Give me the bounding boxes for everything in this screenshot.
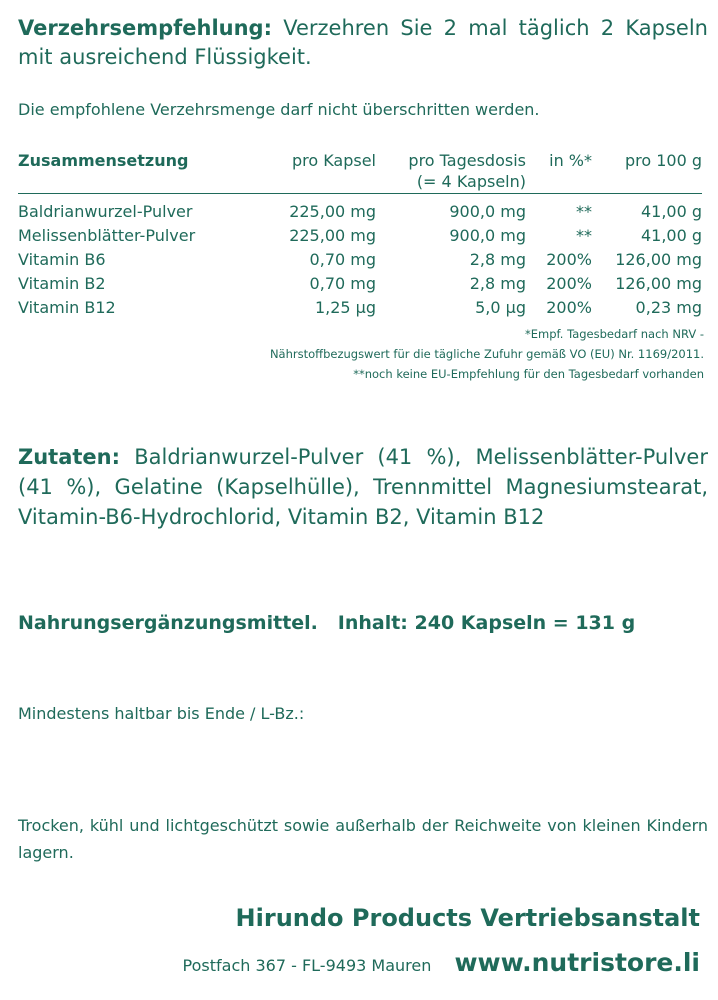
- row-per-daily-dose: 900,0 mg: [449, 226, 526, 245]
- header-per-capsule: pro Kapsel: [226, 150, 376, 194]
- supplement-category: Nahrungsergänzungsmittel.: [18, 612, 318, 634]
- row-per-capsule: 0,70 mg: [309, 274, 376, 293]
- ingredients-text: Baldrianwurzel-Pulver (41 %), Melissenblätter-Pulver (41 %), Gelatine (Kapselhülle), Trennmittel Magnesiumstearat, Vitamin-B6-Hydrochlorid, Vitamin B2, Vitamin B12: [18, 445, 708, 529]
- table-row: [18, 296, 702, 320]
- dosage-warning: Die empfohlene Verzehrsmenge darf nicht überschritten werden.: [18, 100, 540, 119]
- header-composition: Zusammensetzung: [18, 150, 226, 194]
- row-per-daily-dose: 5,0 µg: [475, 298, 526, 317]
- row-per-100g: 41,00 g: [640, 226, 702, 245]
- footnote-no-recommendation: **noch keine EU-Empfehlung für den Tagesbedarf vorhanden: [353, 367, 704, 381]
- row-name: Melissenblätter-Pulver: [18, 226, 196, 245]
- supplement-content: Inhalt: 240 Kapseln = 131 g: [337, 612, 636, 634]
- supplement-info: [18, 612, 635, 634]
- footnotes: [270, 324, 704, 384]
- row-per-100g: 41,00 g: [640, 202, 702, 221]
- row-percent: 200%: [546, 298, 592, 317]
- intake-label: Verzehrsempfehlung:: [18, 16, 272, 40]
- row-percent: **: [576, 226, 592, 245]
- table-header-row: [18, 150, 702, 194]
- header-per-100g: pro 100 g: [592, 150, 702, 194]
- row-percent: 200%: [546, 274, 592, 293]
- contact-line: [183, 948, 700, 977]
- row-per-capsule: 1,25 µg: [314, 298, 376, 317]
- row-name: Vitamin B12: [18, 298, 116, 317]
- company-name: Hirundo Products Vertriebsanstalt: [235, 904, 700, 932]
- product-label: [18, 0, 708, 1000]
- row-per-100g: 126,00 mg: [615, 274, 702, 293]
- row-per-daily-dose: 2,8 mg: [469, 274, 526, 293]
- best-before: Mindestens haltbar bis Ende / L-Bz.:: [18, 704, 305, 723]
- intake-recommendation: [18, 14, 708, 72]
- row-name: Vitamin B2: [18, 274, 106, 293]
- table-row: [18, 272, 702, 296]
- intake-text: Verzehren Sie 2 mal täglich 2 Kapseln mit ausreichend Flüssigkeit.: [18, 16, 708, 69]
- header-per-daily-dose: [376, 150, 526, 194]
- row-per-capsule: 0,70 mg: [309, 250, 376, 269]
- table-row: [18, 194, 702, 225]
- composition-table: [18, 150, 702, 320]
- ingredients: [18, 442, 708, 532]
- ingredients-label: Zutaten:: [18, 445, 121, 469]
- header-percent: in %*: [526, 150, 592, 194]
- row-percent: 200%: [546, 250, 592, 269]
- row-name: Vitamin B6: [18, 250, 106, 269]
- row-per-100g: 0,23 mg: [635, 298, 702, 317]
- row-per-100g: 126,00 mg: [615, 250, 702, 269]
- row-per-capsule: 225,00 mg: [289, 226, 376, 245]
- header-per-daily-dose-note: (= 4 Kapseln): [416, 172, 526, 191]
- storage-instructions: Trocken, kühl und lichtgeschützt sowie außerhalb der Reichweite von kleinen Kindern lagern.: [18, 816, 708, 862]
- footnote-nrv: *Empf. Tagesbedarf nach NRV -: [525, 327, 704, 341]
- row-per-daily-dose: 900,0 mg: [449, 202, 526, 221]
- table-row: [18, 224, 702, 248]
- header-per-daily-dose-label: pro Tagesdosis: [408, 151, 526, 170]
- company-website: www.nutristore.li: [454, 948, 700, 977]
- footnote-nrv-detail: Nährstoffbezugswert für die tägliche Zufuhr gemäß VO (EU) Nr. 1169/2011.: [269, 347, 704, 361]
- company-address: Postfach 367 - FL-9493 Mauren: [182, 956, 432, 975]
- row-per-daily-dose: 2,8 mg: [469, 250, 526, 269]
- row-percent: **: [576, 202, 592, 221]
- row-per-capsule: 225,00 mg: [289, 202, 376, 221]
- table-row: [18, 248, 702, 272]
- row-name: Baldrianwurzel-Pulver: [18, 202, 193, 221]
